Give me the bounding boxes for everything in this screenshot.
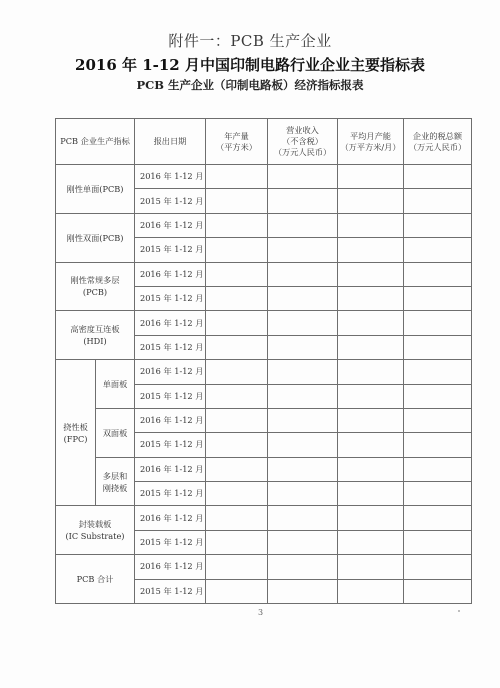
- value-cell: [268, 213, 338, 237]
- value-cell: [268, 286, 338, 310]
- value-cell: [338, 165, 404, 189]
- value-cell: [404, 433, 472, 457]
- table-row: [56, 311, 472, 335]
- table-row: [56, 213, 472, 237]
- value-cell: [338, 555, 404, 579]
- value-cell: [206, 165, 268, 189]
- value-cell: [206, 262, 268, 286]
- value-cell: [404, 408, 472, 432]
- value-cell: [338, 189, 404, 213]
- date-cell: 2016 年 1-12 月: [135, 262, 206, 286]
- value-cell: [338, 213, 404, 237]
- value-cell: [206, 579, 268, 603]
- row-label-total: PCB 合计: [56, 555, 135, 604]
- value-cell: [404, 189, 472, 213]
- row-label-hdi: 高密度互连板 (HDI): [56, 311, 135, 360]
- scan-speck: [458, 610, 460, 612]
- col-header-monthly-capacity: 平均月产能 （万平方米/月）: [338, 119, 404, 165]
- value-cell: [268, 360, 338, 384]
- date-cell: 2015 年 1-12 月: [135, 530, 206, 554]
- value-cell: [268, 165, 338, 189]
- value-cell: [404, 482, 472, 506]
- value-cell: [404, 384, 472, 408]
- date-cell: 2015 年 1-12 月: [135, 384, 206, 408]
- value-cell: [268, 482, 338, 506]
- row-label-fpc-single: 单面板: [96, 360, 135, 409]
- date-cell: 2015 年 1-12 月: [135, 579, 206, 603]
- value-cell: [404, 213, 472, 237]
- value-cell: [338, 262, 404, 286]
- value-cell: [268, 384, 338, 408]
- value-cell: [404, 530, 472, 554]
- value-cell: [338, 433, 404, 457]
- value-cell: [338, 286, 404, 310]
- value-cell: [206, 189, 268, 213]
- value-cell: [404, 311, 472, 335]
- value-cell: [404, 165, 472, 189]
- value-cell: [338, 360, 404, 384]
- value-cell: [404, 335, 472, 359]
- table-row: [56, 457, 472, 481]
- value-cell: [338, 457, 404, 481]
- row-label-multilayer: 刚性常规多层 (PCB): [56, 262, 135, 311]
- value-cell: [268, 335, 338, 359]
- table-row: [56, 165, 472, 189]
- date-cell: 2016 年 1-12 月: [135, 213, 206, 237]
- value-cell: [268, 457, 338, 481]
- value-cell: [206, 482, 268, 506]
- value-cell: [268, 238, 338, 262]
- col-header-indicator: PCB 企业生产指标: [56, 119, 135, 165]
- header-row: [56, 119, 472, 165]
- page-number: 3: [258, 608, 264, 617]
- value-cell: [404, 579, 472, 603]
- col-header-tax: 企业的税总额 （万元人民币）: [404, 119, 472, 165]
- table-subtitle: PCB 生产企业（印制电路板）经济指标报表: [136, 78, 364, 92]
- value-cell: [268, 555, 338, 579]
- value-cell: [206, 335, 268, 359]
- value-cell: [338, 579, 404, 603]
- value-cell: [338, 408, 404, 432]
- value-cell: [404, 555, 472, 579]
- row-label-substrate: 封装载板 (IC Substrate): [56, 506, 135, 555]
- value-cell: [268, 262, 338, 286]
- value-cell: [206, 555, 268, 579]
- date-cell: 2016 年 1-12 月: [135, 506, 206, 530]
- value-cell: [338, 506, 404, 530]
- value-cell: [338, 335, 404, 359]
- table-row: [56, 262, 472, 286]
- value-cell: [268, 506, 338, 530]
- value-cell: [206, 384, 268, 408]
- row-label-single: 刚性单面(PCB): [56, 165, 135, 214]
- value-cell: [404, 506, 472, 530]
- attachment-heading: 附件一：PCB 生产企业: [168, 32, 332, 50]
- value-cell: [206, 506, 268, 530]
- date-cell: 2015 年 1-12 月: [135, 482, 206, 506]
- value-cell: [206, 213, 268, 237]
- value-cell: [268, 408, 338, 432]
- date-cell: 2016 年 1-12 月: [135, 360, 206, 384]
- date-cell: 2015 年 1-12 月: [135, 433, 206, 457]
- value-cell: [338, 530, 404, 554]
- date-cell: 2015 年 1-12 月: [135, 286, 206, 310]
- table-row: [56, 555, 472, 579]
- value-cell: [268, 579, 338, 603]
- value-cell: [206, 530, 268, 554]
- date-cell: 2015 年 1-12 月: [135, 189, 206, 213]
- value-cell: [206, 311, 268, 335]
- col-header-period: 报出日期: [135, 119, 206, 165]
- value-cell: [206, 238, 268, 262]
- value-cell: [338, 384, 404, 408]
- value-cell: [206, 457, 268, 481]
- row-label-fpc-double: 双面板: [96, 408, 135, 457]
- date-cell: 2016 年 1-12 月: [135, 457, 206, 481]
- date-cell: 2016 年 1-12 月: [135, 165, 206, 189]
- date-cell: 2015 年 1-12 月: [135, 238, 206, 262]
- row-label-fpc-multi: 多层和 刚挠板: [96, 457, 135, 506]
- col-header-revenue: 营业收入 （不含税） （万元人民币）: [268, 119, 338, 165]
- date-cell: 2015 年 1-12 月: [135, 335, 206, 359]
- date-cell: 2016 年 1-12 月: [135, 408, 206, 432]
- value-cell: [404, 457, 472, 481]
- value-cell: [206, 408, 268, 432]
- indicator-table: [55, 118, 472, 604]
- table-row: [56, 360, 472, 384]
- row-label-fpc: 挠性板 (FPC): [56, 360, 96, 506]
- value-cell: [268, 189, 338, 213]
- value-cell: [338, 311, 404, 335]
- table-row: [56, 408, 472, 432]
- value-cell: [338, 482, 404, 506]
- table-row: [56, 506, 472, 530]
- main-title: 2016 年 1-12 月中国印制电路行业企业主要指标表: [75, 56, 425, 74]
- col-header-output: 年产量 （平方米）: [206, 119, 268, 165]
- value-cell: [206, 360, 268, 384]
- row-label-double: 刚性双面(PCB): [56, 213, 135, 262]
- value-cell: [404, 262, 472, 286]
- value-cell: [338, 238, 404, 262]
- value-cell: [404, 238, 472, 262]
- value-cell: [268, 530, 338, 554]
- value-cell: [268, 311, 338, 335]
- value-cell: [404, 360, 472, 384]
- value-cell: [206, 433, 268, 457]
- value-cell: [268, 433, 338, 457]
- value-cell: [404, 286, 472, 310]
- value-cell: [206, 286, 268, 310]
- date-cell: 2016 年 1-12 月: [135, 311, 206, 335]
- date-cell: 2016 年 1-12 月: [135, 555, 206, 579]
